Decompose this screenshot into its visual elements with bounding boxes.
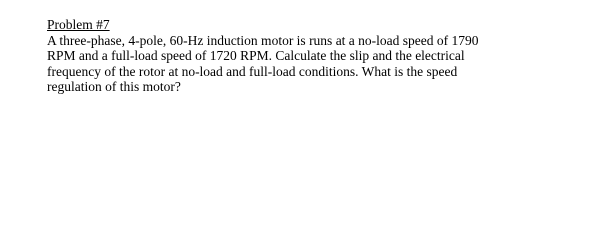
problem-block xyxy=(47,17,567,95)
problem-text-line-1: A three-phase, 4-pole, 60-Hz induction motor is runs at a no-load speed of 1790 xyxy=(47,32,479,48)
problem-text-line-4: regulation of this motor? xyxy=(47,79,181,94)
problem-text-line-3: frequency of the rotor at no-load and full-load conditions. What is the speed xyxy=(47,63,458,79)
problem-heading: Problem #7 xyxy=(47,17,110,32)
problem-text-line-2: RPM and a full-load speed of 1720 RPM. Calculate the slip and the electrical xyxy=(47,48,465,63)
